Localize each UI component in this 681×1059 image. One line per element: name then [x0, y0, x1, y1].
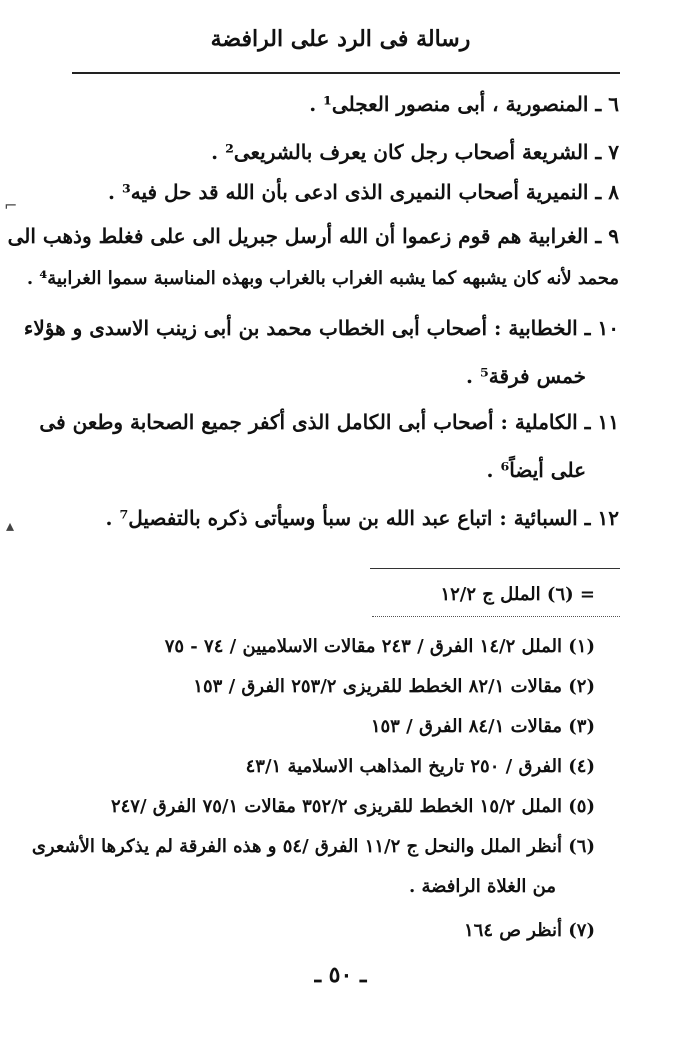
text-line: محمد لأنه كان يشبهه كما يشبه الغراب بالغراب وبهذه المناسبة سموا الغرابية⁴ .: [26, 268, 619, 289]
text-line: ٧ ـ الشريعة أصحاب رجل كان يعرف بالشريعى² .: [211, 140, 619, 164]
text-line: ٦ ـ المنصورية ، أبى منصور العجلى¹ .: [309, 92, 619, 116]
footnote-line: (٦) أنظر الملل والنحل ج ١١/٢ الفرق /٥٤ و هذه الفرقة لم يذكرها الأشعرى: [31, 836, 595, 857]
page-number: ـ ٥٠ ـ: [314, 962, 367, 988]
text-line: ٩ ـ الغرابية هم قوم زعموا أن الله أرسل جبريل الى على فغلط وذهب الى: [7, 224, 619, 248]
footnote-line: من الغلاة الرافضة .: [408, 876, 556, 897]
continued-footnote: = (٦) الملل ج ١٢/٢: [440, 584, 595, 605]
text-line: ١٠ ـ الخطابية : أصحاب أبى الخطاب محمد بن أبى زينب الاسدى و هؤلاء: [23, 316, 619, 340]
margin-bracket-mark: ⌐: [4, 196, 18, 215]
footnote-line: (٥) الملل ١٥/٢ الخطط للقريزى ٣٥٢/٢ مقالات ٧٥/١ الفرق /٢٤٧: [110, 796, 595, 817]
text-line: ١١ ـ الكاملية : أصحاب أبى الكامل الذى أكفر جميع الصحابة وطعن فى: [39, 410, 619, 434]
footnote-line: (١) الملل ١٤/٢ الفرق / ٢٤٣ مقالات الاسلاميين / ٧٤ - ٧٥: [164, 636, 595, 657]
text-line: ١٢ ـ السبائية : اتباع عبد الله بن سبأ وسيأتى ذكره بالتفصيل⁷ .: [105, 506, 619, 530]
margin-mark: ▴: [6, 516, 15, 535]
text-line: على أيضاً⁶ .: [486, 458, 586, 482]
footnote-separator: [370, 568, 620, 569]
header-rule: [72, 72, 620, 74]
footnote-line: (٧) أنظر ص ١٦٤: [463, 920, 595, 941]
text-line: ٨ ـ النميرية أصحاب النميرى الذى ادعى بأن الله قد حل فيه³ .: [108, 180, 619, 204]
running-header-title: رسالة فى الرد على الرافضة: [210, 26, 471, 52]
footnote-line: (٣) مقالات ٨٤/١ الفرق / ١٥٣: [370, 716, 595, 737]
text-line: خمس فرقة⁵ .: [466, 364, 586, 388]
footnote-line: (٢) مقالات ٨٢/١ الخطط للقريزى ٢٥٣/٢ الفرق / ١٥٣: [193, 676, 595, 697]
footnote-line: (٤) الفرق / ٢٥٠ تاريخ المذاهب الاسلامية ٤٣/١: [245, 756, 595, 777]
footnote-rule: [372, 616, 620, 617]
